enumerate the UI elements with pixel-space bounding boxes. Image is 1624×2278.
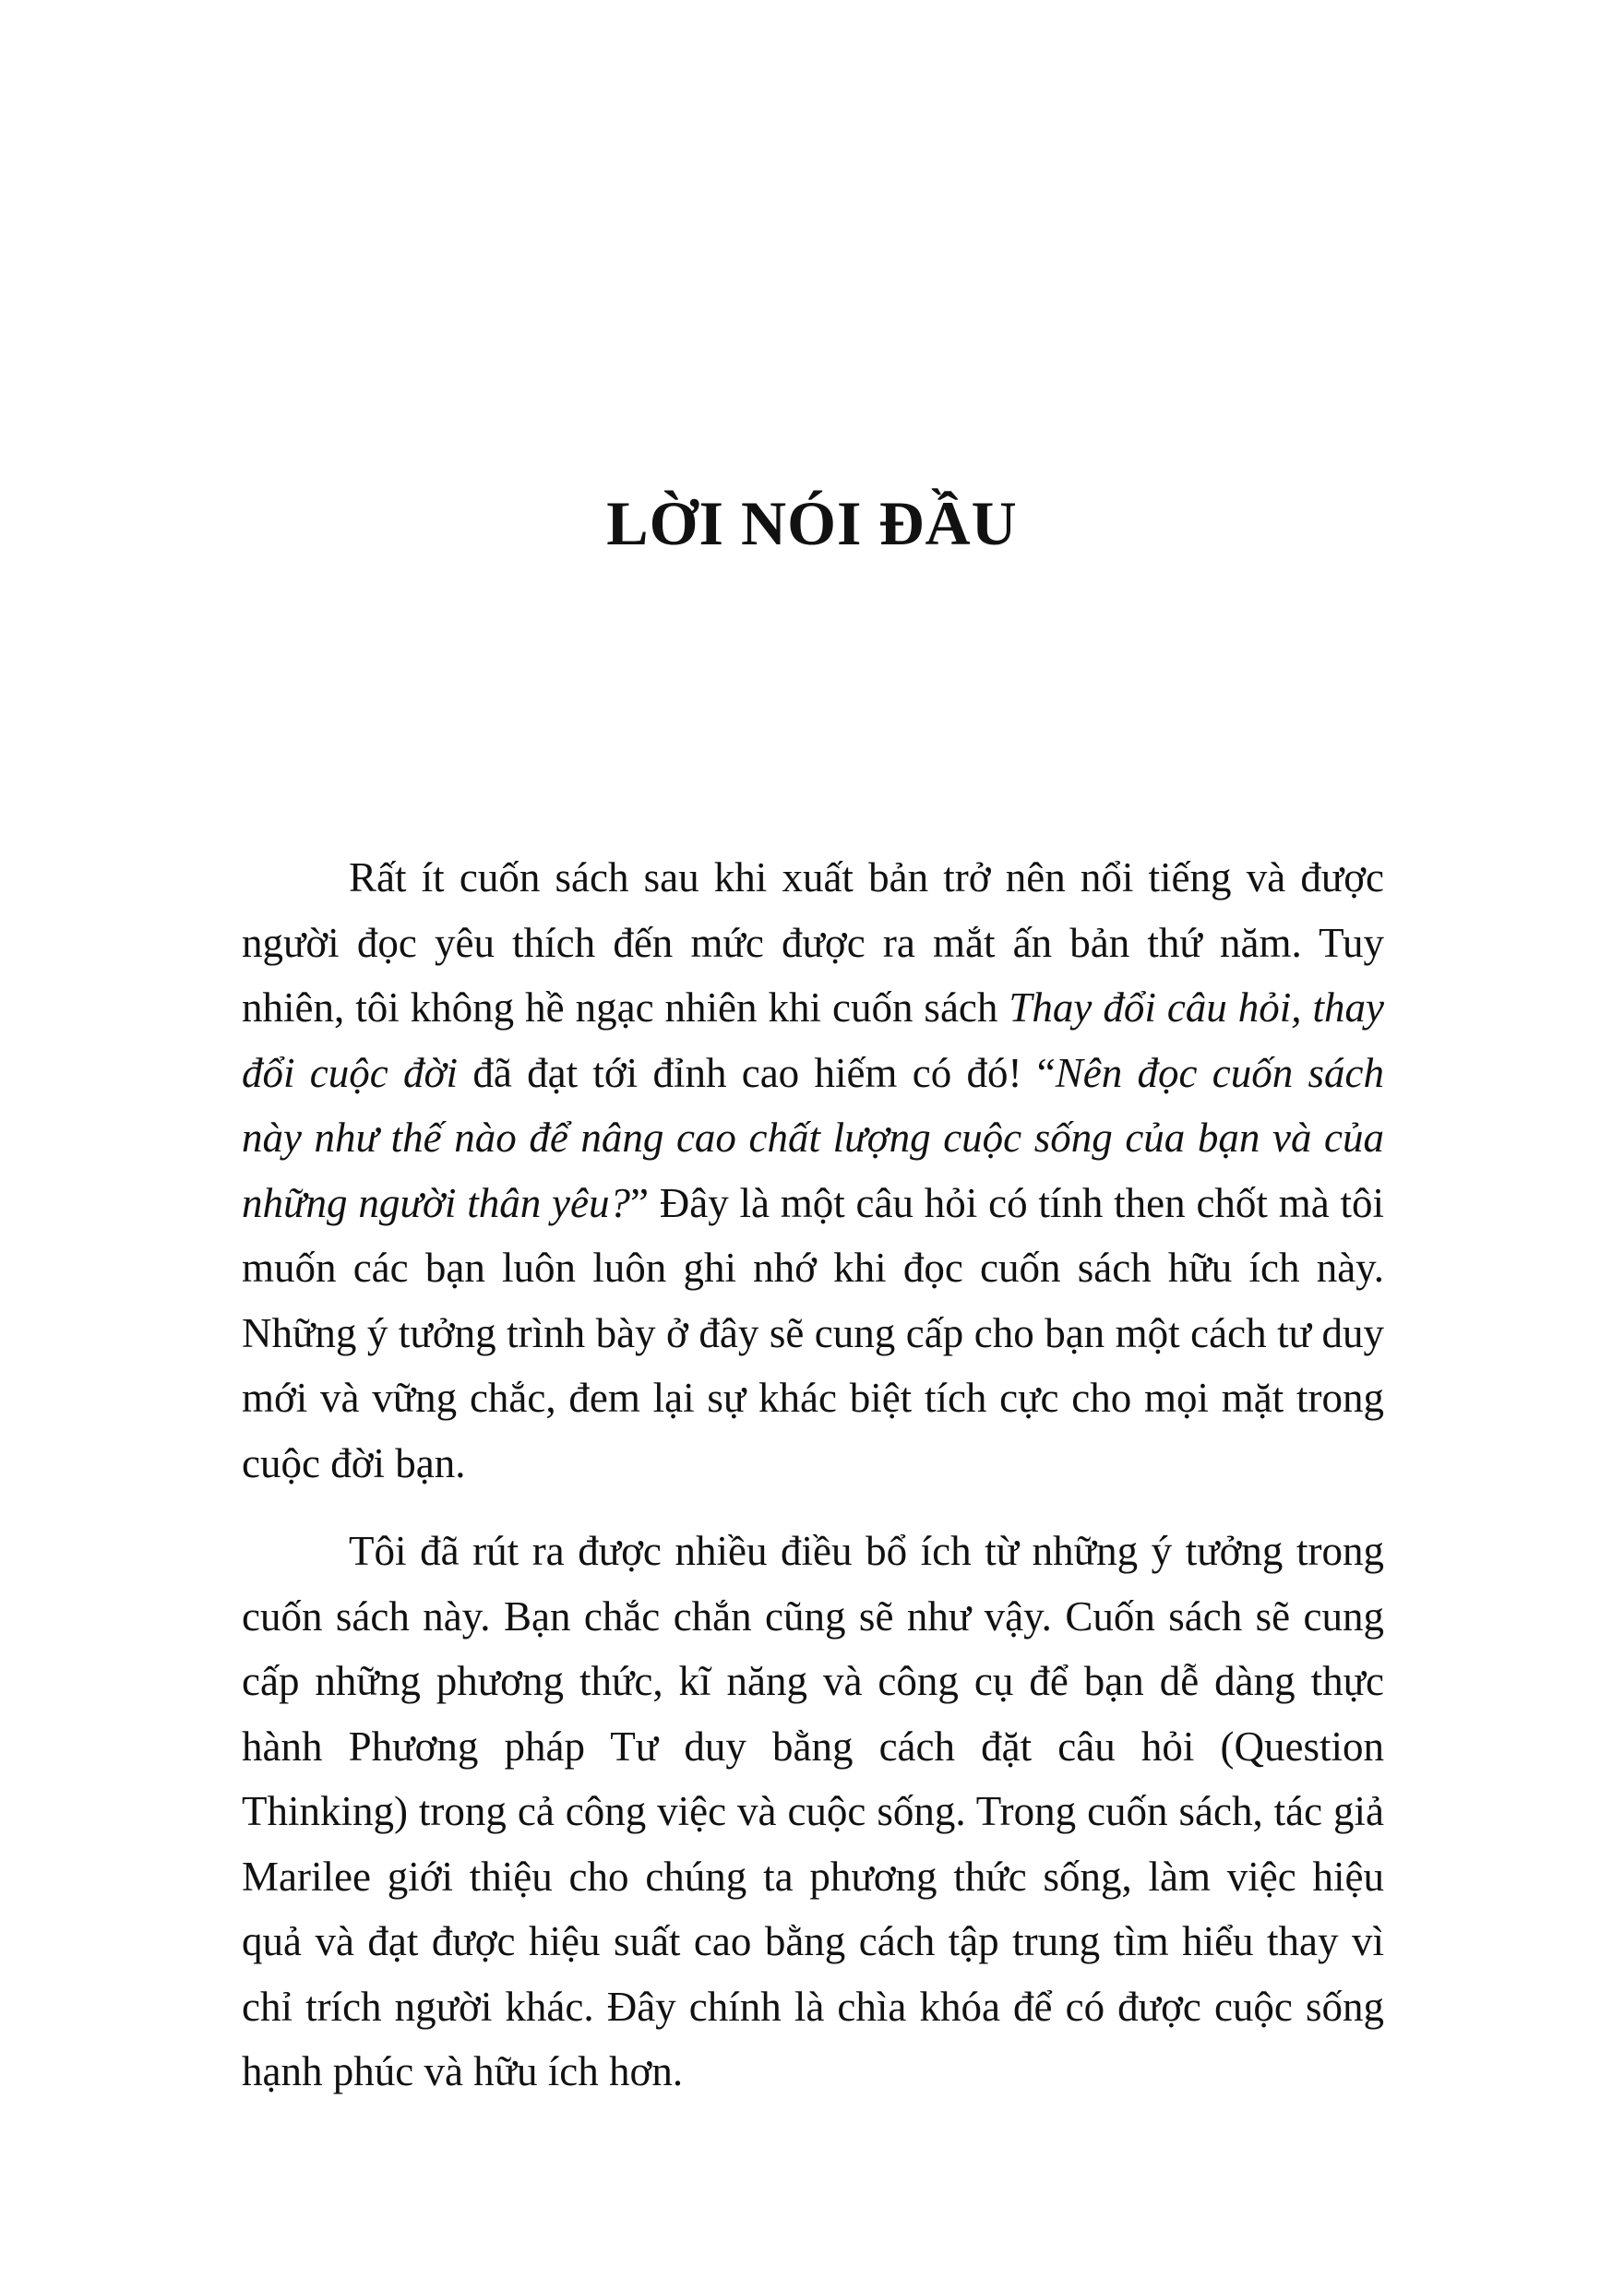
paragraph-2: Tôi đã rút ra được nhiều điều bổ ích từ những ý tưởng trong cuốn sách này. Bạn chắc chắn cũng sẽ như vậy. Cuốn sách sẽ cung cấp những phương thức, kĩ năng và công cụ để bạn dễ dàng thực hành Phương pháp Tư duy bằng cách đặt câu hỏi (Question Thinking) trong cả công việc và cuộc sống. Trong cuốn sách, tác giả Marilee giới thiệu cho chúng ta phương thức sống, làm việc hiệu quả và đạt được hiệu suất cao bằng cách tập trung tìm hiểu thay vì chỉ trích người khác. Đây chính là chìa khóa để có được cuộc sống hạnh phúc và hữu ích hơn. [242,1528,1384,2094]
paragraph-1 [242,845,1384,1496]
quoted-question-italic: Nên đọc cuốn sách này như thế nào để nâng cao chất lượng cuộc sống của bạn và của những người thân yêu? [242,1049,1385,1226]
body-text [242,845,1384,2105]
paragraph-1-text-run: Rất ít cuốn sách sau khi xuất bản trở nên nổi tiếng và được người đọc yêu thích đến mức được ra mắt ấn bản thứ năm. Tuy nhiên, tôi không hề ngạc nhiên khi cuốn sách [242,854,1384,1031]
book-title-italic: Thay đổi câu hỏi, thay đổi cuộc đời [242,984,1384,1096]
paragraph-1-text-run: ” Đây là một câu hỏi có tính then chốt mà tôi muốn các bạn luôn luôn ghi nhớ khi đọc cuốn sách hữu ích này. Những ý tưởng trình bày ở đây sẽ cung cấp cho bạn một cách tư duy mới và vững chắc, đem lại sự khác biệt tích cực cho mọi mặt trong cuộc đời bạn. [242,1179,1384,1486]
page-title: LỜI NÓI ĐẦU [606,488,1018,558]
paragraph-1-text-run: đã đạt tới đỉnh cao hiếm có đó! “ [458,1049,1056,1096]
